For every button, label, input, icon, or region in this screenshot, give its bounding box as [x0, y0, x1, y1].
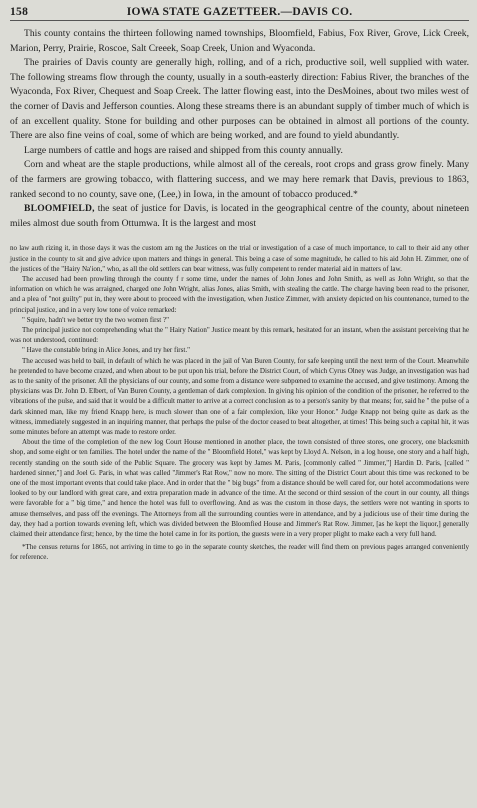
- body-paragraph-bloomfield: [10, 202, 469, 231]
- bloomfield-lead: BLOOMFIELD,: [24, 203, 95, 215]
- body-paragraph: Large numbers of cattle and hogs are raised and shipped from this county annually.: [24, 144, 343, 156]
- running-title-county: —DAVIS CO.: [280, 6, 353, 18]
- page-number: 158: [10, 6, 29, 18]
- note-paragraph: The principal justice not comprehending what the " Hairy Nation" Justice meant by this remark, hesitated for an instant, when the assistant perceiving that he was not understood, continued:: [10, 325, 469, 345]
- footnote: *The census returns for 1865, not arriving in time to go in the separate county sketches, the reader will find them on previous pages arranged conveniently for reference.: [10, 543, 469, 562]
- main-text: [10, 27, 469, 231]
- body-paragraph: The prairies of Davis county are generally high, rolling, and of a rich, productive soil, well supplied with water. The following streams flow through the county, usually in a south-easterly direction: Fabius River, the branches of the Wyaconda, Fox River, Chequest and Soap Creek. The latter flowing east, into the DesMoines, about two miles west of the corner of Davis and Jefferson counties. Along these streams there is an abundant supply of timber much of which is of an excellent quality. Stone for building and other purposes can be obtained in almost all portions of the county. There are also fine veins of coal, some of which are being worked, and are found to yield abundantly.: [10, 57, 469, 142]
- notes-text: [10, 243, 469, 562]
- body-paragraph: Corn and wheat are the staple productions, while almost all of the cereals, root crops and grass grow finely. Many of the farmers are growing tobacco, with flattering success, and we may here remark that Davis, previous to 1863, ranked second to no county, save one, (Lee,) in Iowa, in the amount of tobacco produced.*: [10, 159, 469, 200]
- running-header: [10, 6, 469, 21]
- note-paragraph: The accused was held to bail, in default of which he was placed in the jail of Van Buren County, for safe keeping until the next term of the Court. Meanwhile he pretended to have become crazed, and when about to be put upon his trial, before the District Court, of which Cyrus Olney was Judge, an investigation was had as to the sanity of the prisoner. All the physicians of our county, and some from a distance were subpœned to examine the accused, and give testimony. Among the physicians was Dr. John D. Elbert, of Van Buren County, a gentleman of dark complexion. In giving his opinion of the condition of the prisoner, he referred to the vibrations of the pulse, and said that it would be a difficult matter to arrive at a correct conclusion as to a person's sanity by that means; for, said he " the pulse of a dark skinned man, like my friend Knapp here, is much slower than one of a fair complexion, like your Honor." Judge Knapp not being quite as dark as the witness, immediately suggested in an inquiring manner, that perhaps the pulse of the doctor ceased to beat altogether, at times! This being such a capital hit, it was some minutes before an attempt was made to restore order.: [10, 356, 469, 436]
- note-paragraph: " Have the constable bring in Alice Jones, and try her first.": [22, 346, 190, 355]
- bloomfield-text: the seat of justice for Davis, is located in the geographical centre of the county, about nineteen miles almost due south from Ottumwa. It is the largest and most: [10, 203, 469, 229]
- note-paragraph: " Squire, hadn't we better try the two women first ?": [22, 315, 169, 324]
- note-paragraph: About the time of the completion of the new log Court House mentioned in another place, the town consisted of three stores, one grocery, one blacksmith shop, and some eight or ten families. The hotel under the name of the " Bloomfield Hotel," was kept by Lloyd A. Nelson, in a log house, one story and a half high, recently standing on the south side of the Public Square. The grocery was kept by James M. Paris, [commonly called " Jimmer,"] Hardin D. Paris, [called " hardened sinner,"] and Joel G. Paris, in what was called "Jimmer's Rat Row," now no more. The sitting of the District Court about this time was reckoned to be one of the most important events that could take place. And in order that the " big bugs" from a distance should be well cared for, our hotel accommodations were looked to by our landlord with great care, and extra preparation made in advance of the time. At the second or third session of the court in our county, all things were favorable for a " big time," and hence the hotel was full to overflowing. And as was the custom in those days, the settlers were not wanting in sports to amuse themselves, and pass off the evenings. The Attorneys from all the surrounding counties were in attendance, and by a judicious use of their time during the day, they had a portion towards evening left, which was divided between the Bloomfied House and Jimmer's Rat Row. Jimmer, [as he kept the liquor,] generally claimed their attendance first; hence, by the time the hotel came in for its portion, the guests were in a very proper plight to make each a very full hand.: [10, 438, 469, 538]
- note-paragraph: The accused had been prowling through the county f r some time, under the names of John Jones and John Smith, as well as John Wright, so that the information on which he was arraigned, charged one John Wright, alias Jones, alias Smith, with stealing the cattle. The charge having been read to the prisoner, and a plea of "not guilty" put in, they were about to proceed with the investigation, when Justice Zimmer, with anxiety depicted on his countenance, turned to the principal justice, and in a very low tone of voice remarked:: [10, 274, 469, 314]
- section-gap: [10, 231, 469, 243]
- running-title-main: IOWA STATE GAZETTEER.: [126, 6, 281, 18]
- body-paragraph: This county contains the thirteen following named townships, Bloomfield, Fabius, Fox River, Grove, Lick Creek, Marion, Perry, Prairie, Roscoe, Salt Creeek, Soap Creek, Union and Wyaconda.: [10, 28, 469, 54]
- running-title: [127, 6, 353, 18]
- note-paragraph: no law auth rizing it, in those days it was the custom am ng the Justices on the trial or investigation of a case of much importance, to call to their aid any other justice in the county to sit and give advice upon matters and things in general. This being a case of some magnitude, he called to his aid John H. Zimmer, one of the justices of the "Hairy Na'ion," who, as all the old settlers can bear witness, was fully competent to render material aid in matters of law.: [10, 244, 469, 273]
